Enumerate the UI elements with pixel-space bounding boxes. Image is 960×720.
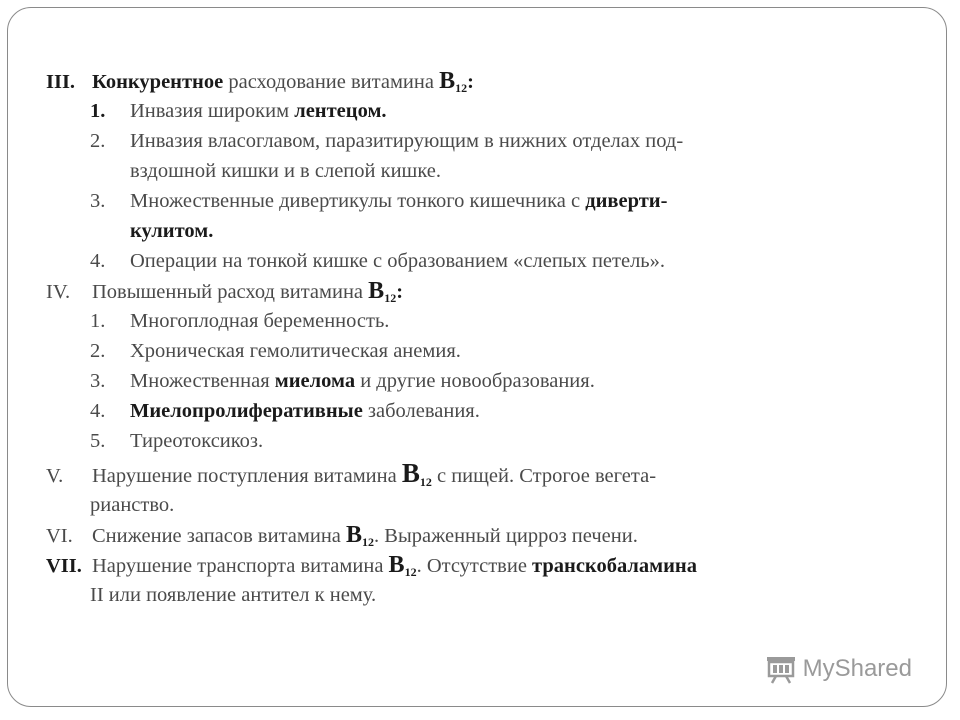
- section-3-heading: [46, 66, 906, 96]
- heading-text: Нарушение транспорта витамина: [92, 555, 389, 577]
- item-text: и другие новообразования.: [355, 370, 595, 392]
- item-number: 2.: [90, 130, 106, 152]
- watermark-text: MyShared: [802, 655, 912, 682]
- roman-numeral: IV.: [46, 281, 71, 303]
- heading-text: с пищей. Строгое вегета-: [431, 465, 657, 487]
- item-text: Хроническая гемолитическая анемия.: [130, 340, 461, 362]
- section-7-heading: [46, 550, 906, 580]
- item-number: 4.: [90, 250, 106, 272]
- item-number: 3.: [90, 370, 106, 392]
- item-text: Многоплодная беременность.: [130, 310, 390, 332]
- list-item: [46, 366, 906, 396]
- vitamin-b12-label: $B_{12}$: [346, 522, 375, 549]
- item-number: 1.: [90, 100, 106, 122]
- vitamin-b12-label: $B_{12}$: [439, 68, 468, 95]
- heading-text: рианство.: [90, 494, 175, 516]
- watermark: [765, 654, 912, 684]
- item-number: 1.: [90, 310, 106, 332]
- item-text: Инвазия власоглавом, паразитирующим в нижних отделах под-: [130, 130, 684, 152]
- heading-text: Повышенный расход витамина: [92, 281, 369, 303]
- heading-text: расходование витамина: [223, 71, 440, 93]
- section-4-heading: [46, 276, 906, 306]
- item-number: 3.: [90, 190, 106, 212]
- heading-colon: :: [396, 281, 404, 303]
- heading-text: . Отсутствие: [416, 555, 533, 577]
- roman-numeral: VI.: [46, 525, 73, 547]
- item-text: заболевания.: [362, 400, 480, 422]
- vitamin-b12-label: $B_{12}$: [368, 278, 397, 305]
- item-number: 2.: [90, 340, 106, 362]
- heading-bold-text: транскобаламина: [532, 555, 697, 577]
- roman-numeral: VII.: [46, 555, 82, 577]
- list-item: [46, 246, 906, 276]
- section-5-heading: [46, 456, 906, 490]
- item-text: Множественные дивертикулы тонкого кишечника с: [130, 190, 586, 212]
- section-6-heading: [46, 520, 906, 550]
- list-item: [46, 336, 906, 366]
- list-item: [46, 96, 906, 126]
- item-bold-text: миелома: [274, 370, 356, 392]
- list-item: [46, 306, 906, 336]
- section-continuation: [46, 490, 906, 520]
- list-item-continuation: [46, 216, 906, 246]
- item-text: вздошной кишки и в слепой кишке.: [130, 160, 441, 182]
- vitamin-b12-label: $B_{12}$: [401, 458, 432, 489]
- list-item: [46, 396, 906, 426]
- slides-icon: [765, 654, 797, 684]
- item-number: 5.: [90, 430, 106, 452]
- item-bold-text: диверти-: [585, 190, 668, 212]
- slide-content: [46, 66, 906, 610]
- item-text: Множественная: [130, 370, 275, 392]
- item-bold-text: кулитом.: [130, 220, 214, 242]
- heading-text: . Выраженный цирроз печени.: [374, 525, 638, 547]
- item-bold-text: Миелопролиферативные: [130, 400, 363, 422]
- list-item: [46, 126, 906, 156]
- heading-text: Снижение запасов витамина: [92, 525, 347, 547]
- list-item-continuation: [46, 156, 906, 186]
- list-item: [46, 186, 906, 216]
- item-text: Инвазия широким: [130, 100, 295, 122]
- item-text: Операции на тонкой кишке с образованием «слепых петель».: [130, 250, 666, 272]
- heading-text: Нарушение поступления витамина: [92, 465, 402, 487]
- list-item: [46, 426, 906, 456]
- item-number: 4.: [90, 400, 106, 422]
- roman-numeral: III.: [46, 71, 76, 93]
- slide-frame: [7, 7, 947, 707]
- heading-text: II или появление антител к нему.: [90, 584, 377, 606]
- vitamin-b12-label: $B_{12}$: [388, 552, 417, 579]
- roman-numeral: V.: [46, 465, 64, 487]
- section-continuation: [46, 580, 906, 610]
- item-bold-text: лентецом.: [294, 100, 387, 122]
- heading-bold-text: Конкурентное: [92, 71, 224, 93]
- heading-colon: :: [467, 71, 474, 93]
- item-text: Тиреотоксикоз.: [130, 430, 264, 452]
